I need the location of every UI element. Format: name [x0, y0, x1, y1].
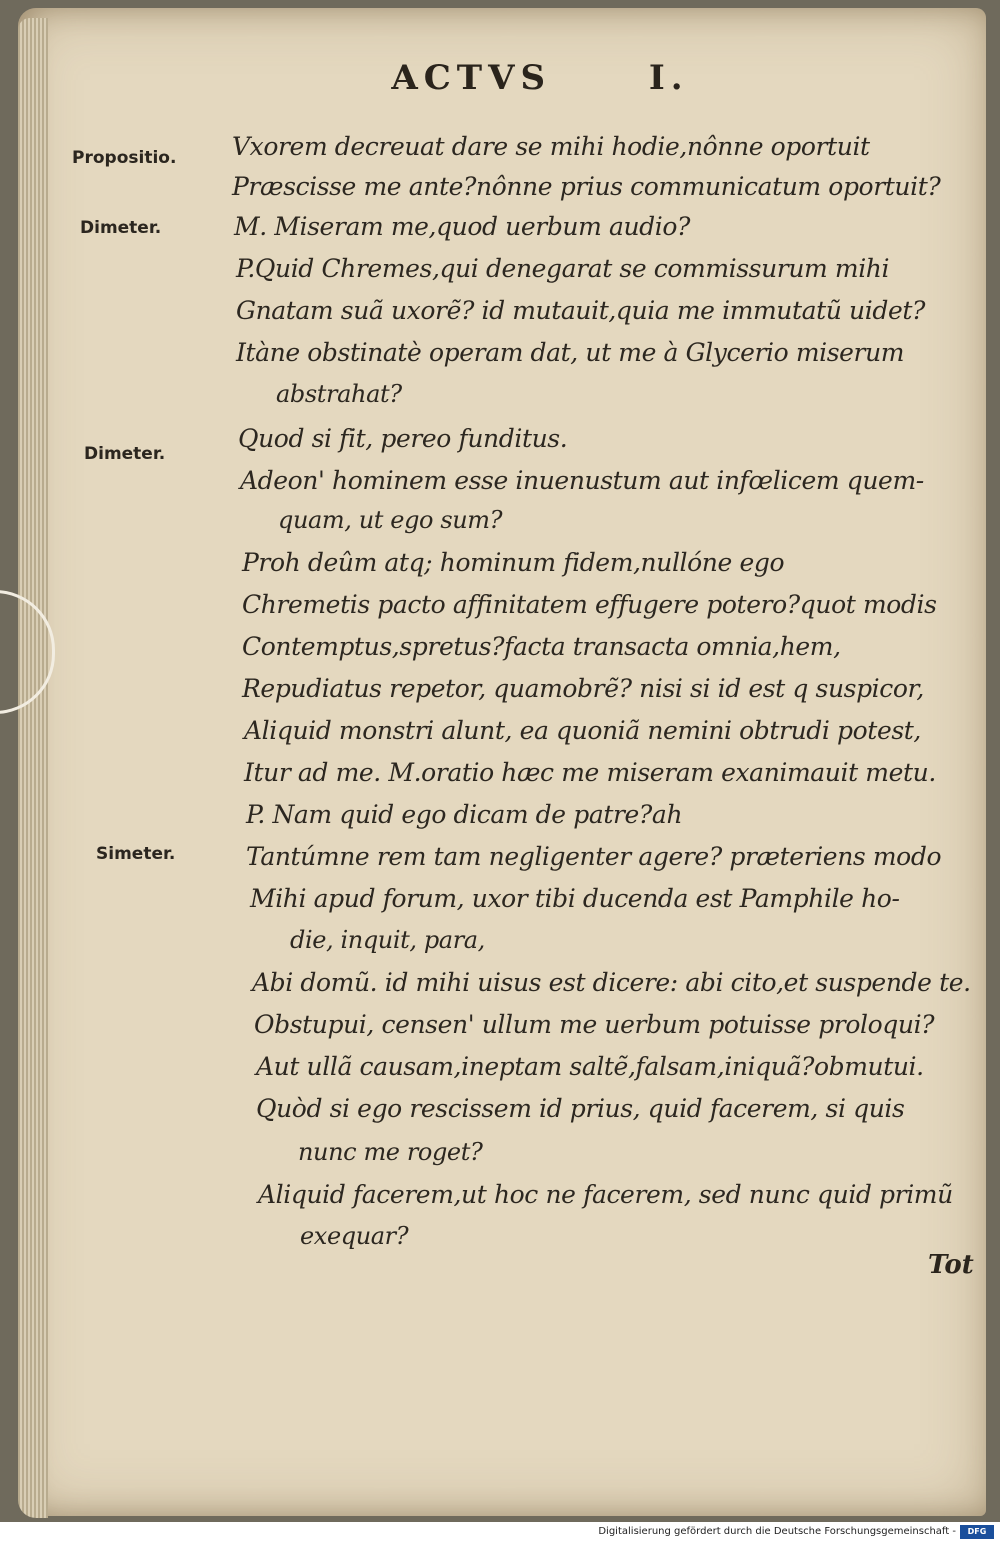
text-line: Gnatam suã uxorẽ? id mutauit,quia me immutatũ uidet?: [236, 296, 926, 325]
text-line: Adeon' hominem esse inuenustum aut infœlicem quem-: [240, 466, 924, 495]
header-number: I.: [648, 58, 689, 98]
footer-credit-text: Digitalisierung gefördert durch die Deutsche Forschungsgemeinschaft -: [598, 1526, 956, 1537]
text-line: Vxorem decreuat dare se mihi hodie,nônne oportuit: [232, 132, 870, 161]
text-line-continuation: abstrahat?: [276, 380, 402, 408]
text-line: Itàne obstinatè operam dat, ut me à Glycerio miserum: [236, 338, 905, 367]
text-line: Aut ullã causam,ineptam saltẽ,falsam,iniquã?obmutui.: [256, 1052, 924, 1081]
text-line-continuation: exequar?: [300, 1222, 409, 1250]
margin-note-simeter: Simeter.: [96, 844, 176, 864]
margin-note-propositio: Propositio.: [72, 148, 177, 168]
text-line: Abi domũ. id mihi uisus est dicere: abi cito,et suspende te.: [252, 968, 971, 997]
text-line: Quòd si ego rescissem id prius, quid facerem, si quis: [256, 1094, 905, 1123]
digitization-footer: [0, 1522, 1000, 1543]
text-line: Contemptus,spretus?facta transacta omnia,hem,: [242, 632, 841, 661]
text-line: M. Miseram me,quod uerbum audio?: [234, 212, 691, 241]
margin-note-dimeter-1: Dimeter.: [80, 218, 162, 238]
text-line: Quod si fit, pereo funditus.: [238, 424, 568, 453]
page-header: [0, 58, 1000, 98]
header-title: ACTVS: [391, 58, 552, 98]
text-line: Aliquid facerem,ut hoc ne facerem, sed nunc quid primũ: [258, 1180, 953, 1209]
text-line-continuation: die, inquit, para,: [290, 926, 485, 954]
text-line: Repudiatus repetor, quamobrẽ? nisi si id est q suspicor,: [242, 674, 924, 703]
page-edges: [18, 18, 48, 1518]
text-line-continuation: nunc me roget?: [298, 1138, 483, 1166]
margin-note-dimeter-2: Dimeter.: [84, 444, 166, 464]
text-line: Itur ad me. M.oratio hæc me miseram exanimauit metu.: [244, 758, 936, 787]
text-line: Proh deûm atq; hominum fidem,nullóne ego: [242, 548, 785, 577]
text-line: Chremetis pacto affinitatem effugere potero?quot modis: [242, 590, 937, 619]
text-line: Mihi apud forum, uxor tibi ducenda est Pamphile ho-: [250, 884, 900, 913]
text-line: Præscisse me ante?nônne prius communicatum oportuit?: [232, 172, 941, 201]
text-line: Obstupui, censen' ullum me uerbum potuisse proloqui?: [254, 1010, 935, 1039]
catchword: Tot: [928, 1250, 974, 1280]
text-line: P. Nam quid ego dicam de patre?ah: [246, 800, 683, 829]
text-line: P.Quid Chremes,qui denegarat se commissurum mihi: [236, 254, 890, 283]
text-line-continuation: quam, ut ego sum?: [278, 506, 503, 534]
text-line: Aliquid monstri alunt, ea quoniã nemini obtrudi potest,: [244, 716, 921, 745]
dfg-logo: DFG: [960, 1525, 994, 1539]
text-line: Tantúmne rem tam negligenter agere? præteriens modo: [246, 842, 942, 871]
